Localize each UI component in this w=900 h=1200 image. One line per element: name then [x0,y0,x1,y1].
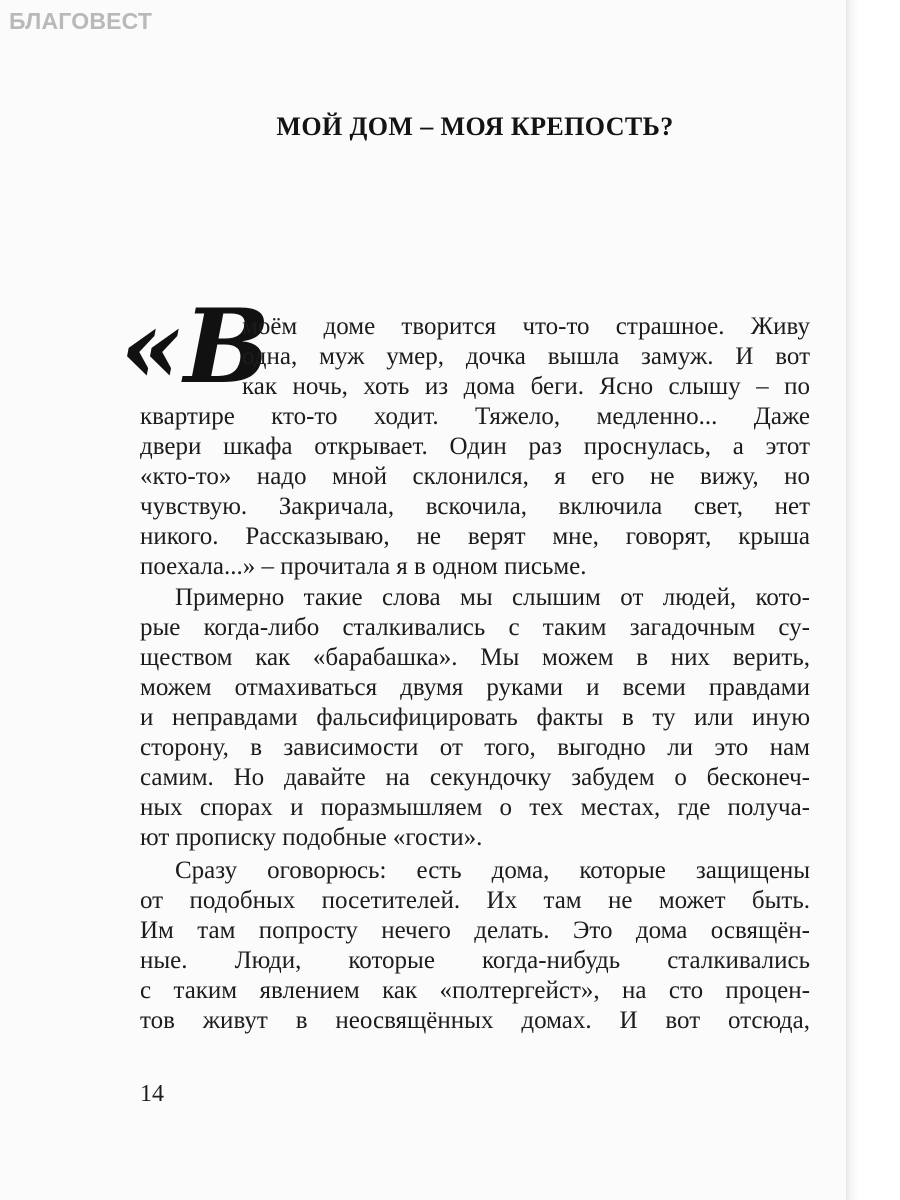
text-line: двери шкафа открывает. Один раз проснулась, а этот [140,433,810,460]
text-line: «кто-то» надо мной склонился, я его не вижу, но [140,463,810,490]
text-line: сторону, в зависимости от того, выгодно ли это нам [140,734,810,761]
watermark-logo: БЛАГОВЕСТ [9,8,153,34]
text-line: поехала...» – прочитала я в одном письме. [140,553,587,580]
drop-cap: «В [120,287,270,407]
text-line: как ночь, хоть из дома беги. Ясно слышу – по [242,373,810,400]
text-line: и неправдами фальсифицировать факты в ту или иную [140,704,810,731]
text-line: ют прописку подобные «гости». [140,824,483,851]
text-line: ные. Люди, которые когда-нибудь сталкивались [140,947,810,974]
text-line: с таким явлением как «полтергейст», на сто процен- [140,977,810,1004]
chapter-title: МОЙ ДОМ – МОЯ КРЕПОСТЬ? [276,112,674,141]
text-line: тов живут в неосвящённых домах. И вот отсюда, [140,1007,810,1034]
text-line: можем отмахиваться двумя руками и всеми правдами [140,674,810,701]
text-line: одна, муж умер, дочка вышла замуж. И вот [242,343,810,370]
text-line: ществом как «барабашка». Мы можем в них верить, [140,644,810,671]
text-line: Им там попросту нечего делать. Это дома освящён- [140,917,810,944]
text-line: самим. Но давайте на секундочку забудем о бесконеч- [140,764,810,791]
page-number: 14 [140,1081,164,1107]
text-line: от подобных посетителей. Их там не может быть. [140,887,810,914]
text-line: рые когда-либо сталкивались с таким загадочным су- [140,614,810,641]
text-line: чувствую. Закричала, вскочила, включила свет, нет [140,493,810,520]
text-line: квартире кто-то ходит. Тяжело, медленно... Даже [140,403,810,430]
text-line: Примерно такие слова мы слышим от людей, кото- [175,584,810,611]
page-edge [846,0,900,1200]
text-line: ных спорах и поразмышляем о тех местах, где получа- [140,794,810,821]
text-line: Сразу оговорюсь: есть дома, которые защищены [175,857,810,884]
text-line: никого. Рассказываю, не верят мне, говорят, крыша [140,523,810,550]
text-line: моём доме творится что-то страшное. Живу [242,313,810,340]
